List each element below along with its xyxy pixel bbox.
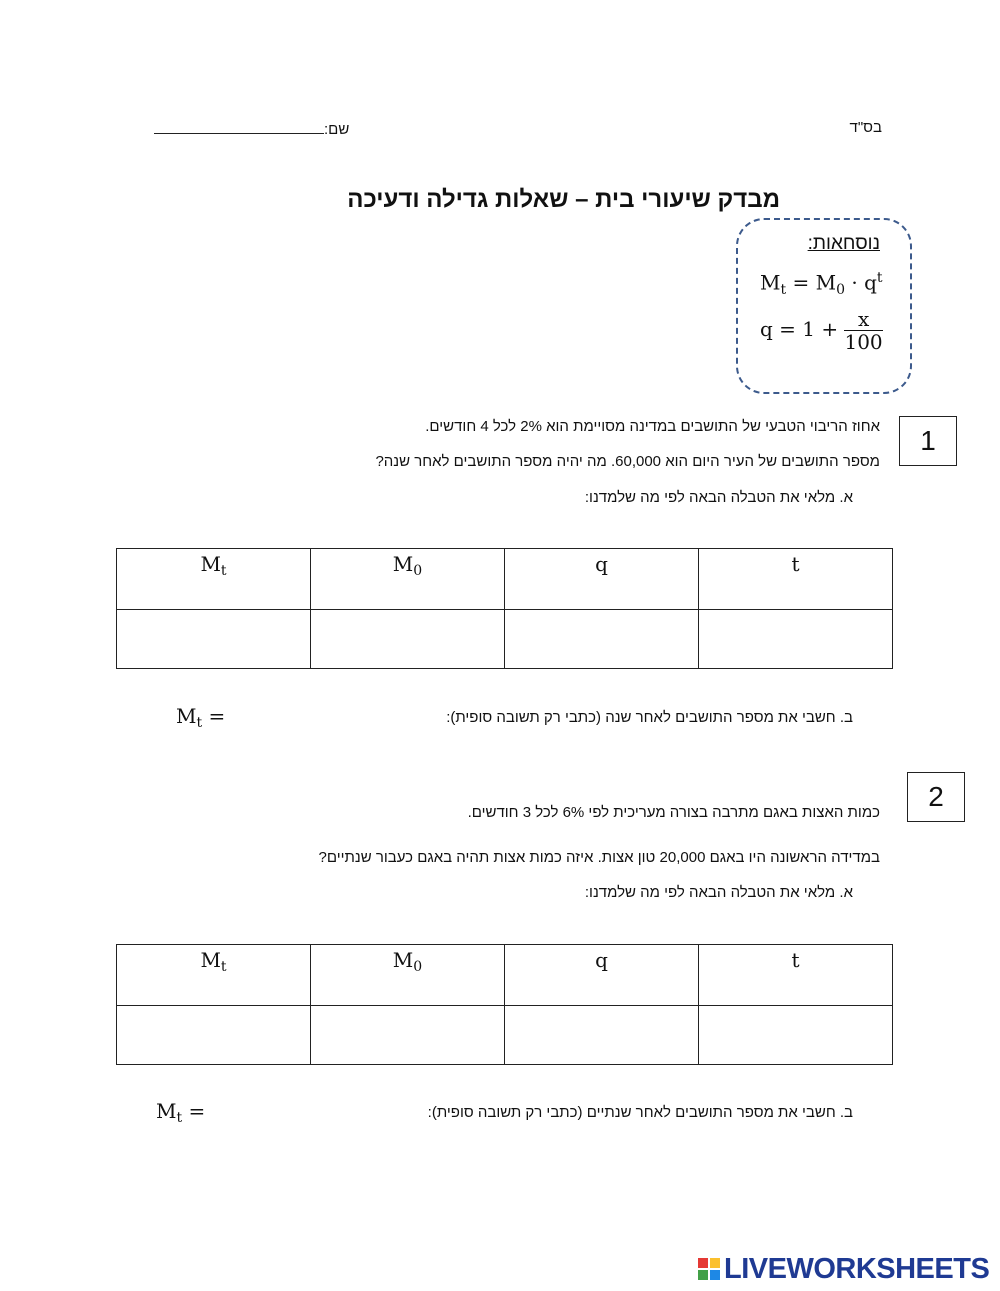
q2-header-q: q xyxy=(505,945,699,1006)
q1-line-1: אחוז הריבוי הטבעי של התושבים במדינה מסויימת הוא 2% לכל 4 חודשים. xyxy=(425,418,880,435)
q2-header-mt: $M_t$ xyxy=(117,945,311,1006)
q1-input-m0[interactable] xyxy=(311,610,505,669)
liveworksheets-logo-icon xyxy=(698,1258,722,1282)
q1-input-mt[interactable] xyxy=(117,610,311,669)
q1-part-b: ב. חשבי את מספר התושבים לאחר שנה (כתבי רק תשובה סופית): xyxy=(446,709,853,726)
q2-line-2: במדידה הראשונה היו באגם 20,000 טון אצות. איזה כמות אצות תהיה באגם כעבור שנתיים? xyxy=(318,849,880,866)
name-blank-line[interactable] xyxy=(154,119,324,134)
question-number-box-2: 2 xyxy=(907,772,965,822)
q2-part-a: א. מלאי את הטבלה הבאה לפי מה שלמדנו: xyxy=(584,884,853,901)
page-title: מבדק שיעורי בית – שאלות גדילה ודעיכה xyxy=(347,186,780,213)
q2-line-1: כמות האצות באגם מתרבה בצורה מעריכית לפי 6% לכל 3 חודשים. xyxy=(467,804,880,821)
q1-header-mt: $M_t$ xyxy=(117,549,311,610)
question-number-box-1: 1 xyxy=(899,416,957,466)
q2-part-b: ב. חשבי את מספר התושבים לאחר שנתיים (כתבי רק תשובה סופית): xyxy=(427,1104,853,1121)
logo-square-green xyxy=(698,1270,708,1280)
q1-input-t[interactable] xyxy=(699,610,893,669)
fraction-x-over-100: $\frac{x}{100}$ xyxy=(844,307,883,354)
q1-part-a: א. מלאי את הטבלה הבאה לפי מה שלמדנו: xyxy=(584,489,853,506)
q2-header-m0: $M_0$ xyxy=(311,945,505,1006)
name-field xyxy=(154,119,349,138)
q2-input-mt[interactable] xyxy=(117,1006,311,1065)
logo-square-blue xyxy=(710,1270,720,1280)
formulas-label: נוסחאות: xyxy=(807,233,880,254)
logo-square-yellow xyxy=(710,1258,720,1268)
q2-table xyxy=(116,944,893,1065)
q2-input-m0[interactable] xyxy=(311,1006,505,1065)
q1-answer-label: $M_t$ = xyxy=(176,704,226,732)
q2-answer-label: $M_t$ = xyxy=(156,1099,206,1127)
q1-line-2: מספר התושבים של העיר היום הוא 60,000. מה יהיה מספר התושבים לאחר שנה? xyxy=(375,453,880,470)
q2-header-t: t xyxy=(699,945,893,1006)
q1-answer-input[interactable] xyxy=(232,702,372,732)
formula-q: q = 1 + $\frac{x}{100}$ xyxy=(760,307,883,354)
q1-input-q[interactable] xyxy=(505,610,699,669)
q1-header-m0: $M_0$ xyxy=(311,549,505,610)
bsd-header: בס"ד xyxy=(849,119,882,136)
q2-answer-input[interactable] xyxy=(212,1097,352,1127)
liveworksheets-brand: LIVEWORKSHEETS xyxy=(724,1253,990,1285)
formula-growth: $M_t = M_0 \cdot q^t$ xyxy=(760,270,883,298)
name-label: שם: xyxy=(324,121,350,138)
q1-header-t: t xyxy=(699,549,893,610)
q2-input-q[interactable] xyxy=(505,1006,699,1065)
q1-header-q: q xyxy=(505,549,699,610)
q2-input-t[interactable] xyxy=(699,1006,893,1065)
q1-table xyxy=(116,548,893,669)
logo-square-red xyxy=(698,1258,708,1268)
